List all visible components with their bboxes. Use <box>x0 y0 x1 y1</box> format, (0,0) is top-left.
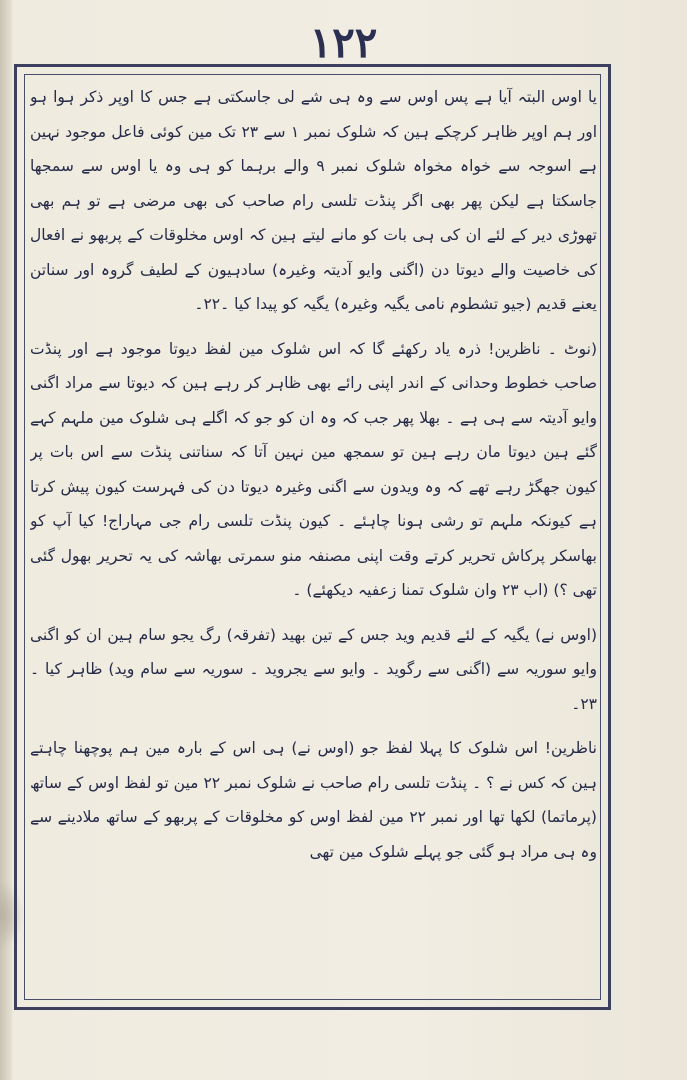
paragraph-shloka-22: یا اوس البتہ آیا ہے پس اوس سے وہ ہی شے لی جاسکتی ہے جس کا اوپر ذکر ہوا ہو اور ہم اوپر ظاہر کرچکے ہین کہ شلوک نمبر ۱ سے ۲۳ تک مین کوئی فاعل موجود نہین ہے اسوجہ سے خواہ مخواہ شلوک نمبر ۹ والے برہما کو ہی وہ یا اوس سے سمجھا جاسکتا ہے لیکن پھر بھی اگر پنڈت تلسی رام صاحب کی بھی مرضی ہے تو ہم بھی تھوڑی دیر کے لئے ان کی ہی بات کو مانے لیتے ہین کہ اوس مخلوقات کے پربھو نے افعال کی خاصیت والے دیوتا دن (اگنی وایو آدیتہ وغیرہ) سادہیون کے لطیف گروہ اور سناتن یعنے قدیم (جیو تشطوم نامی یگیہ وغیرہ) یگیہ کو پیدا کیا ۔۲۲۔ <box>30 88 597 313</box>
paragraph-shloka-23: (اوس نے) یگیہ کے لئے قدیم وید جس کے تین بھید (تفرقہ) رگ یجو سام ہین ان کو اگنی وایو سوریہ سے (اگنی سے رگوید ۔ وایو سے یجروید ۔ سوریہ سے سام وید) ظاہر کیا ۔۲۳۔ <box>30 625 597 713</box>
page-body <box>30 80 597 998</box>
paragraph-note: (نوٹ ۔ ناظرین! ذرہ یاد رکھئے گا کہ اس شلوک مین لفظ دیوتا موجود ہے اور پنڈت صاحب خطوط وحدانی کے اندر اپنی رائے بھی ظاہر کر رہے ہین کہ دیوتا سے مراد اگنی وایو آدیتہ سے ہی ہے ۔ بھلا پھر جب کہ وہ ان کو جو کہ اگلے ہی شلوک مین ملہم کہے گئے ہین دیوتا مان رہے ہین تو سمجھ مین نہین آتا کہ سناتنی پنڈت سے اس بات پر کیون جھگڑ رہے تھے کہ وہ ویدون سے اگنی وغیرہ دیوتا دن کی فہرست کیون پیش کرتا ہے کیونکہ ملہم تو رشی ہونا چاہئے ۔ کیون پنڈت تلسی رام جی مہاراج! کیا آپ کو بھاسکر پرکاش تحریر کرتے وقت اپنی مصنفہ منو سمرتی بھاشہ کی یہ تحریر بھول گئی تھی ؟) (اب ۲۳ وان شلوک تمنا زعفیہ دیکھئے) ۔ <box>30 339 597 599</box>
page-number: ۱۲۲ <box>309 18 378 67</box>
paragraph-readers-question: ناظرین! اس شلوک کا پہلا لفظ جو (اوس نے) ہی اس کے بارہ مین ہم پوچھنا چاہتے ہین کہ کس نے ؟ ۔ پنڈت تلسی رام صاحب نے شلوک نمبر ۲۲ مین تو لفظ اوس کے ساتھ (پرماتما) لکھا تھا اور نمبر ۲۲ مین لفظ اوس کو مخلوقات کے پربھو کے ساتھ ملادینے سے وہ ہی مراد ہو گئی جو پہلے شلوک مین تھی <box>30 739 597 861</box>
